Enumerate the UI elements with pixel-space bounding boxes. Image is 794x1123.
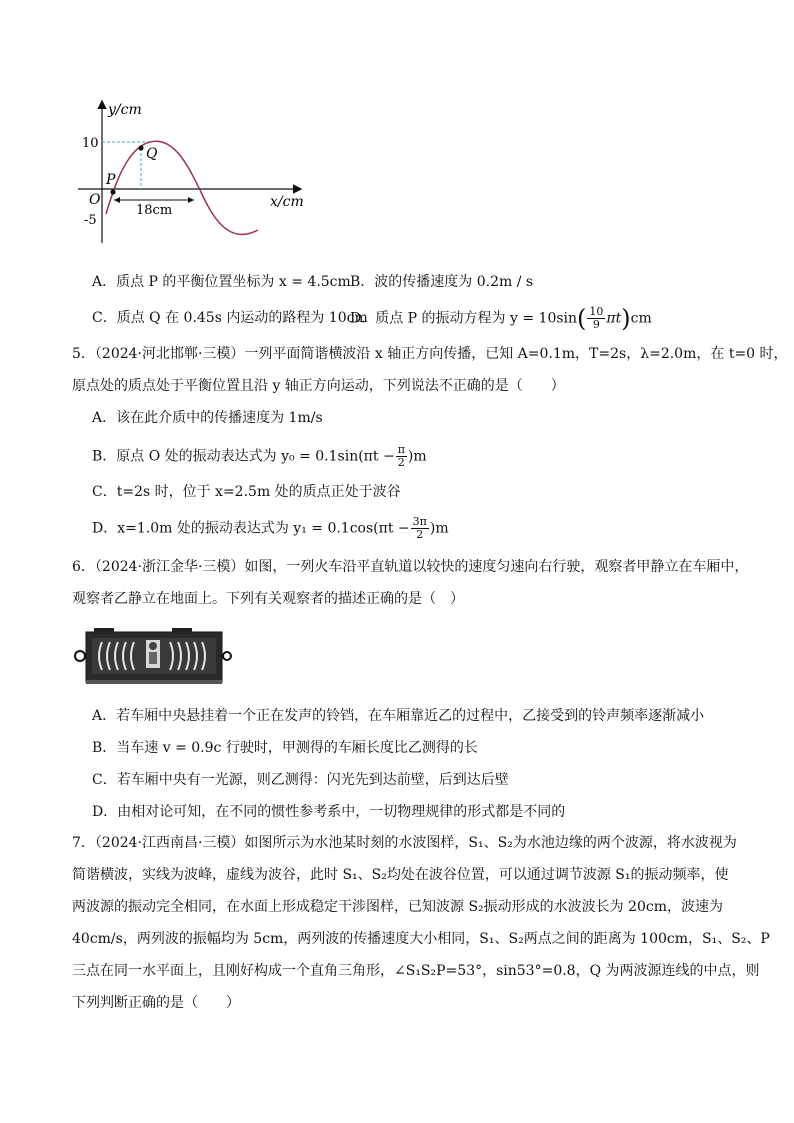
q7-line-5: 三点在同一水平面上，且刚好构成一个直角三角形，∠S₁S₂P=53°，sin53°=0.8，Q 为两波源连线的中点，则	[72, 963, 760, 979]
q6-option-c: C．若车厢中央有一光源，则乙测得：闪光先到达前壁，后到达后壁	[92, 772, 509, 788]
point-p-dot	[110, 189, 115, 194]
q6-option-d: D．由相对论可知，在不同的惯性参考系中，一切物理规律的形式都是不同的	[92, 804, 566, 820]
q5-stem-line1: 5．（2024·河北邯郸·三模）一列平面简谐横波沿 x 轴正方向传播，已知 A=0.1m，T=2s，λ=2.0m，在 t=0 时，	[72, 346, 788, 362]
q7-line-1: 7．（2024·江西南昌·三模）如图所示为水池某时刻的水波图样，S₁、S₂为水池边缘的两个波源，将水波视为	[72, 835, 737, 851]
q6-stem-line2: 观察者乙静立在地面上。下列有关观察者的描述正确的是（ ）	[72, 591, 464, 607]
tick-10: 10	[82, 136, 99, 151]
tick-minus5: -5	[84, 213, 97, 228]
q7-line-4: 40cm/s，两列波的振幅均为 5cm，两列波的传播速度大小相同，S₁、S₂两点之间的距离为 100cm，S₁、S₂、P	[72, 931, 770, 947]
distance-label: 18cm	[136, 203, 173, 218]
wave-graph	[78, 98, 318, 248]
q4-option-d: D．质点 P 的振动方程为 y = 10sin( $\frac{10}{9}$ πt)cm	[350, 304, 652, 333]
point-q-label: Q	[146, 146, 158, 162]
q4-option-d-prefix: D．质点 P 的振动方程为 y = 10sin	[350, 310, 578, 327]
origin-label: O	[89, 192, 101, 208]
x-axis-label: x/cm	[270, 194, 304, 210]
point-p-label: P	[106, 172, 116, 188]
q4-option-c: C．质点 Q 在 0.45s 内运动的路程为 10cm	[92, 310, 368, 326]
train-car-illustration	[72, 624, 232, 688]
wave-curve	[106, 141, 258, 234]
q4-option-b: B．波的传播速度为 0.2m / s	[350, 274, 534, 290]
q5-option-b: B．原点 O 处的振动表达式为 y₀ = 0.1sin(πt − $\frac{\pi}{2}$ )m	[92, 443, 427, 469]
q5-option-c: C．t=2s 时，位于 x=2.5m 处的质点正处于波谷	[92, 484, 401, 500]
q5-stem-line2: 原点处的质点处于平衡位置且沿 y 轴正方向运动，下列说法不正确的是（ ）	[72, 378, 565, 394]
y-axis-label: y/cm	[108, 102, 142, 118]
q5-option-a: A．该在此介质中的传播速度为 1m/s	[92, 410, 323, 426]
q7-line-2: 简谐横波，实线为波峰，虚线为波谷，此时 S₁、S₂均处在波谷位置，可以通过调节波源 S₁的振动频率，使	[72, 867, 729, 883]
q4-option-d-fraction: $\frac{10}{9}$	[589, 305, 604, 331]
q4-option-a: A．质点 P 的平衡位置坐标为 x = 4.5cm	[92, 274, 351, 290]
q7-line-6: 下列判断正确的是（ ）	[72, 995, 240, 1011]
point-q-dot	[138, 145, 143, 150]
q6-stem-line1: 6．（2024·浙江金华·三模）如图，一列火车沿平直轨道以较快的速度匀速向右行驶，观察者甲静立在车厢中，	[72, 559, 749, 575]
q6-option-a: A．若车厢中央悬挂着一个正在发声的铃铛，在车厢靠近乙的过程中，乙接受到的铃声频率逐渐减小	[92, 708, 705, 724]
q7-line-3: 两波源的振动完全相同，在水面上形成稳定干涉图样，已知波源 S₂振动形成的水波波长为 20cm，波速为	[72, 899, 724, 915]
q5-option-d: D．x=1.0m 处的振动表达式为 y₁ = 0.1cos(πt − $\frac{3\pi}{2}$ )m	[92, 515, 449, 541]
q6-option-b: B．当车速 v = 0.9c 行驶时，甲测得的车厢长度比乙测得的长	[92, 740, 478, 756]
